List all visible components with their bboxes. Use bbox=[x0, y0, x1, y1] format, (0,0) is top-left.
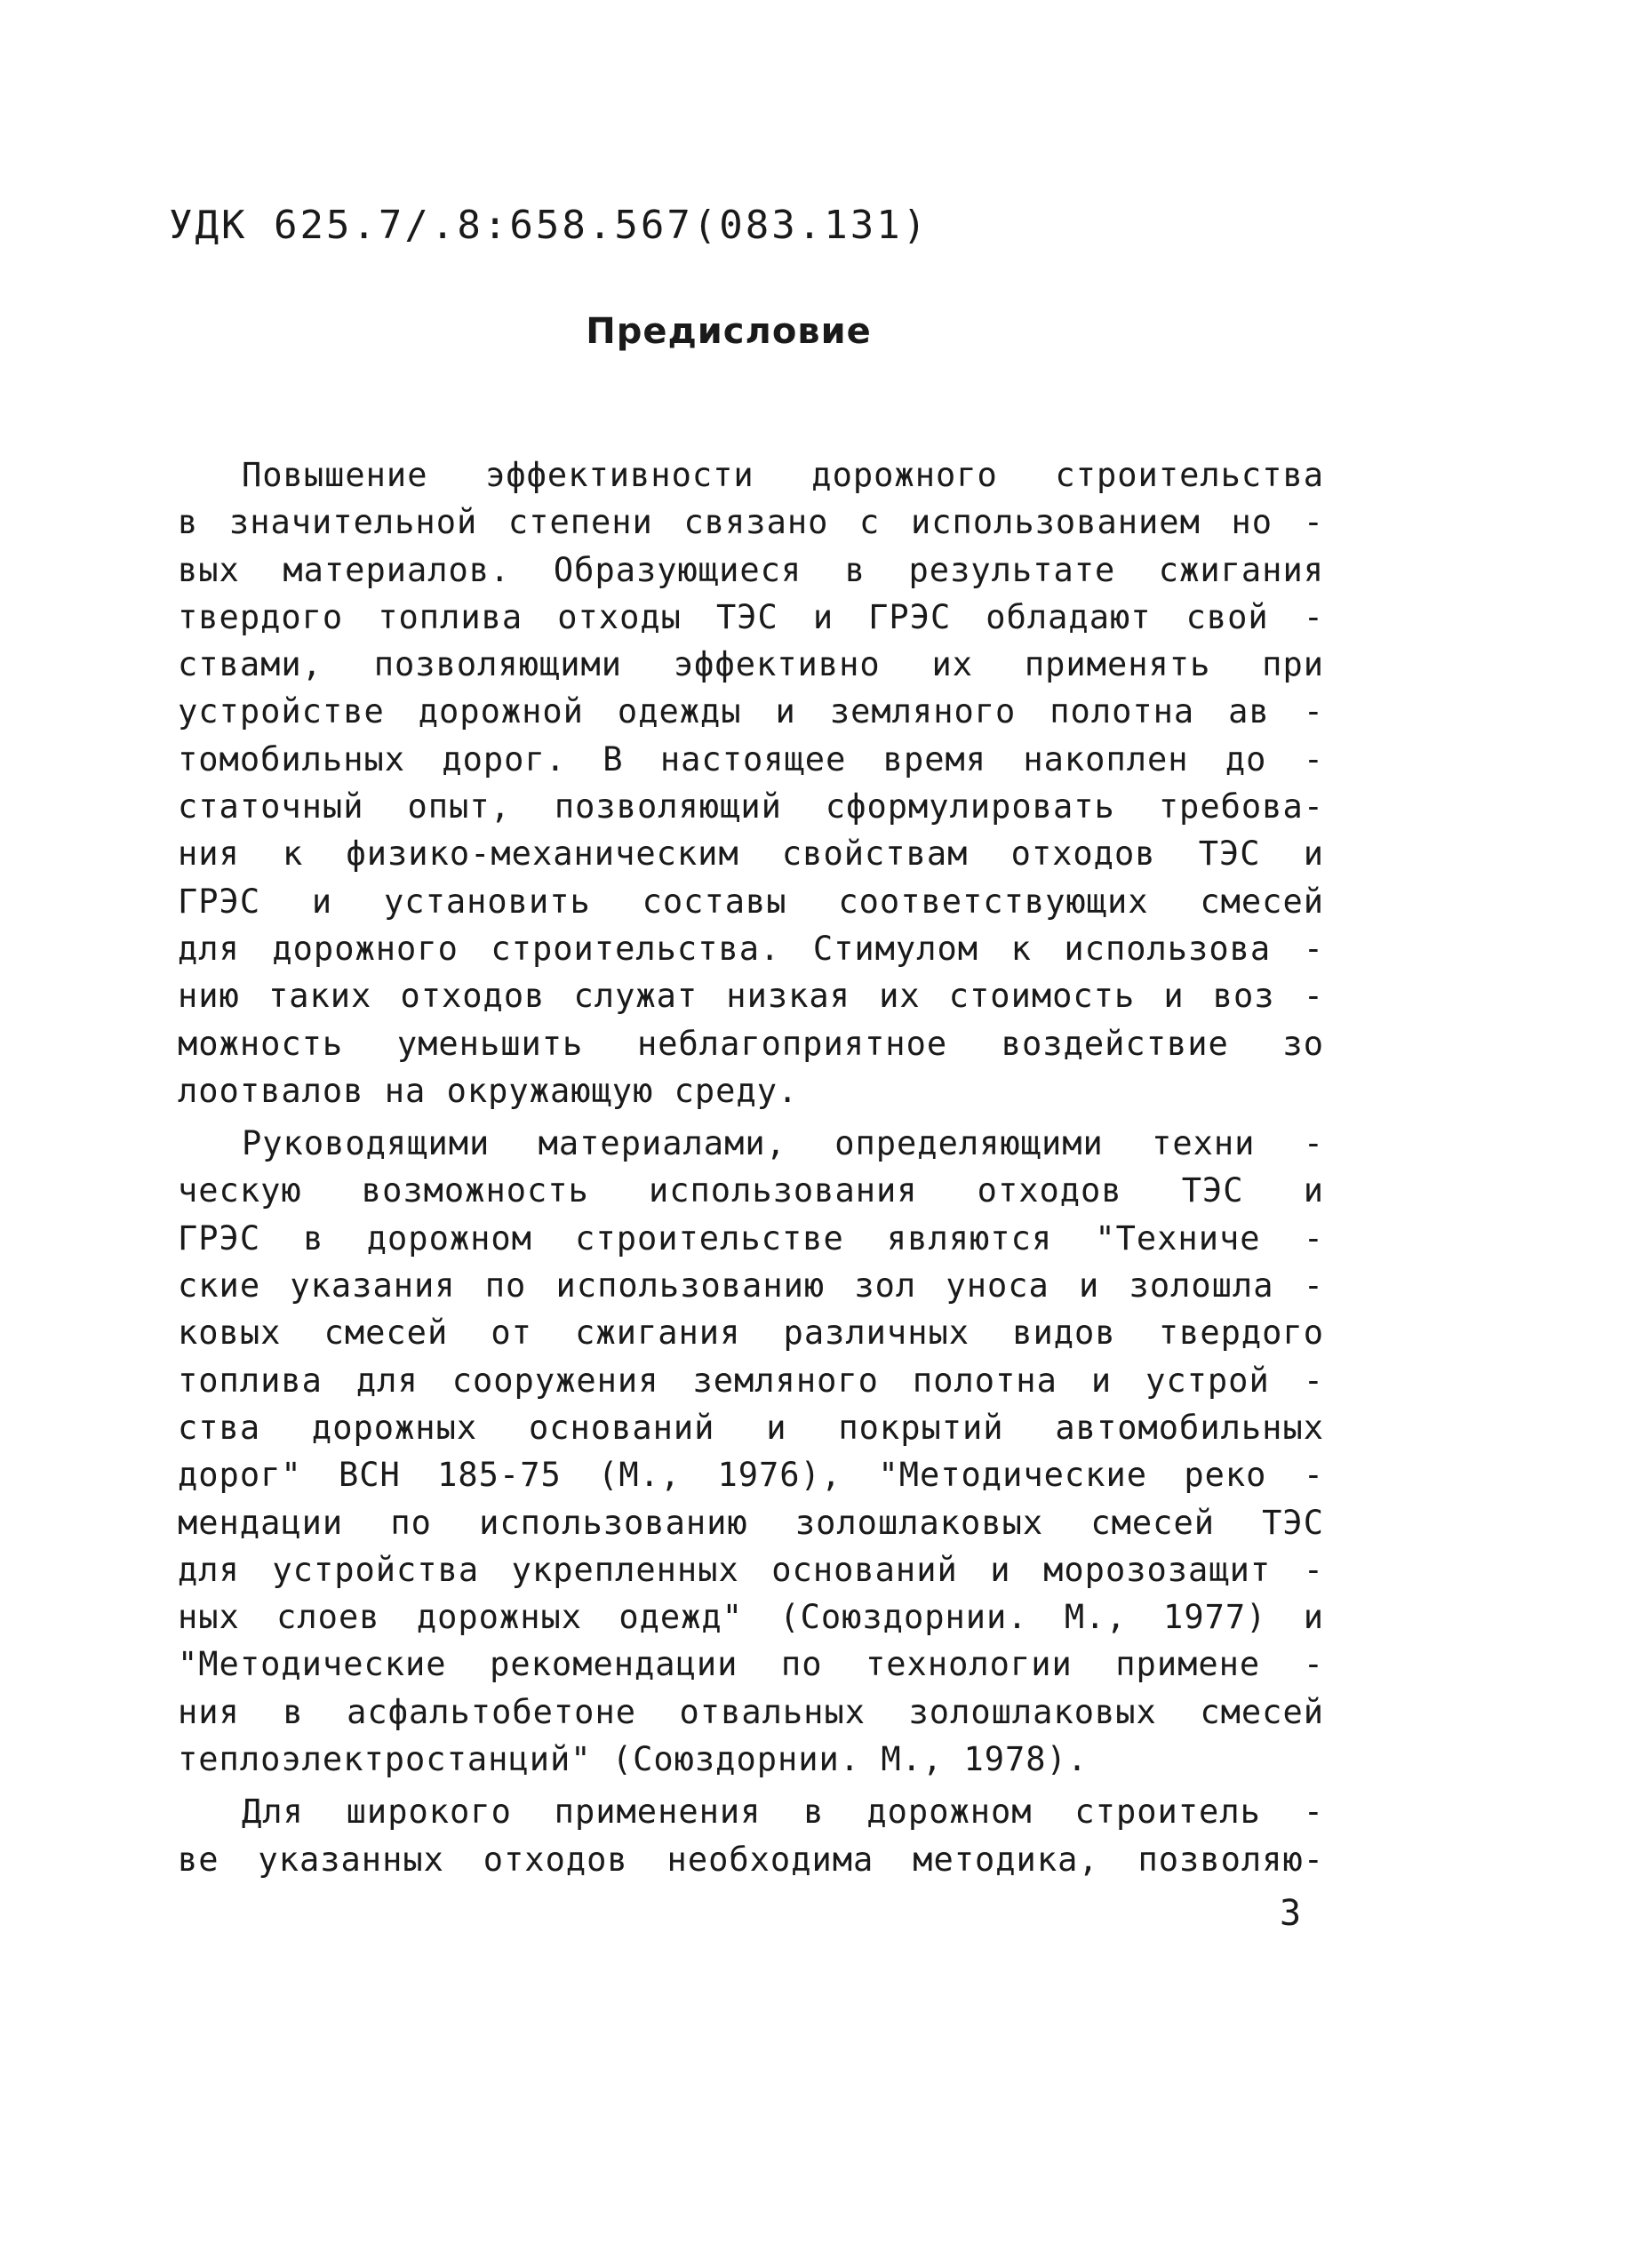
body-text bbox=[178, 451, 1324, 1883]
text-line: теплоэлектростанций" (Союздорнии. М., 1978). bbox=[178, 1740, 1089, 1779]
page-heading: Предисловие bbox=[586, 311, 872, 352]
text-line: Для широкого применения в дорожном строитель - bbox=[242, 1793, 1324, 1832]
text-line: ства дорожных оснований и покрытий автомобильных bbox=[178, 1408, 1324, 1447]
text-line: твердого топлива отходы ТЭС и ГРЭС обладают свой - bbox=[178, 597, 1324, 636]
text-line: топлива для сооружения земляного полотна и устрой - bbox=[178, 1361, 1324, 1400]
text-line: ческую возможность использования отходов ТЭС и bbox=[178, 1171, 1324, 1210]
text-line: устройстве дорожной одежды и земляного полотна ав - bbox=[178, 692, 1324, 731]
text-line: нию таких отходов служат низкая их стоимость и воз - bbox=[178, 977, 1324, 1016]
text-line: вых материалов. Образующиеся в результате сжигания bbox=[178, 550, 1324, 589]
text-line: ния в асфальтобетоне отвальных золошлаковых смесей bbox=[178, 1692, 1324, 1731]
text-line: ния к физико-механическим свойствам отходов ТЭС и bbox=[178, 835, 1324, 874]
text-line: ве указанных отходов необходима методика, позволяю- bbox=[178, 1840, 1324, 1879]
paragraph-2 bbox=[178, 1120, 1324, 1783]
text-line: для дорожного строительства. Стимулом к использова - bbox=[178, 929, 1324, 968]
text-line: ствами, позволяющими эффективно их применять при bbox=[178, 645, 1324, 684]
text-line: ГРЭС и установить составы соответствующих смесей bbox=[178, 882, 1324, 921]
text-line: ковых смесей от сжигания различных видов твердого bbox=[178, 1314, 1324, 1353]
text-line: мендации по использованию золошлаковых смесей ТЭС bbox=[178, 1503, 1324, 1542]
text-line: статочный опыт, позволяющий сформулировать требова- bbox=[178, 787, 1324, 827]
text-line: ские указания по использованию зол уноса и золошла - bbox=[178, 1266, 1324, 1306]
text-line: Руководящими материалами, определяющими техни - bbox=[242, 1124, 1324, 1163]
text-line: ГРЭС в дорожном строительстве являются "Техниче - bbox=[178, 1218, 1324, 1258]
text-line: в значительной степени связано с использованием но - bbox=[178, 503, 1324, 542]
page-number: 3 bbox=[1280, 1893, 1302, 1934]
text-line: томобильных дорог. В настоящее время накоплен до - bbox=[178, 739, 1324, 779]
text-line: "Методические рекомендации по технологии примене - bbox=[178, 1645, 1324, 1684]
text-line: лоотвалов на окружающую среду. bbox=[178, 1071, 799, 1110]
text-line: дорог" ВСН 185-75 (М., 1976), "Методические реко - bbox=[178, 1456, 1324, 1495]
paragraph-3 bbox=[178, 1788, 1324, 1883]
text-line: Повышение эффективности дорожного строительства bbox=[242, 456, 1324, 494]
text-line: для устройства укрепленных оснований и морозозащит - bbox=[178, 1550, 1324, 1589]
paragraph-1 bbox=[178, 451, 1324, 1114]
text-line: ных слоев дорожных одежд" (Союздорнии. М., 1977) и bbox=[178, 1598, 1324, 1637]
udk-code: УДК 625.7/.8:658.567(083.131) bbox=[169, 203, 930, 248]
text-line: можность уменьшить неблагоприятное воздействие зо bbox=[178, 1024, 1324, 1063]
